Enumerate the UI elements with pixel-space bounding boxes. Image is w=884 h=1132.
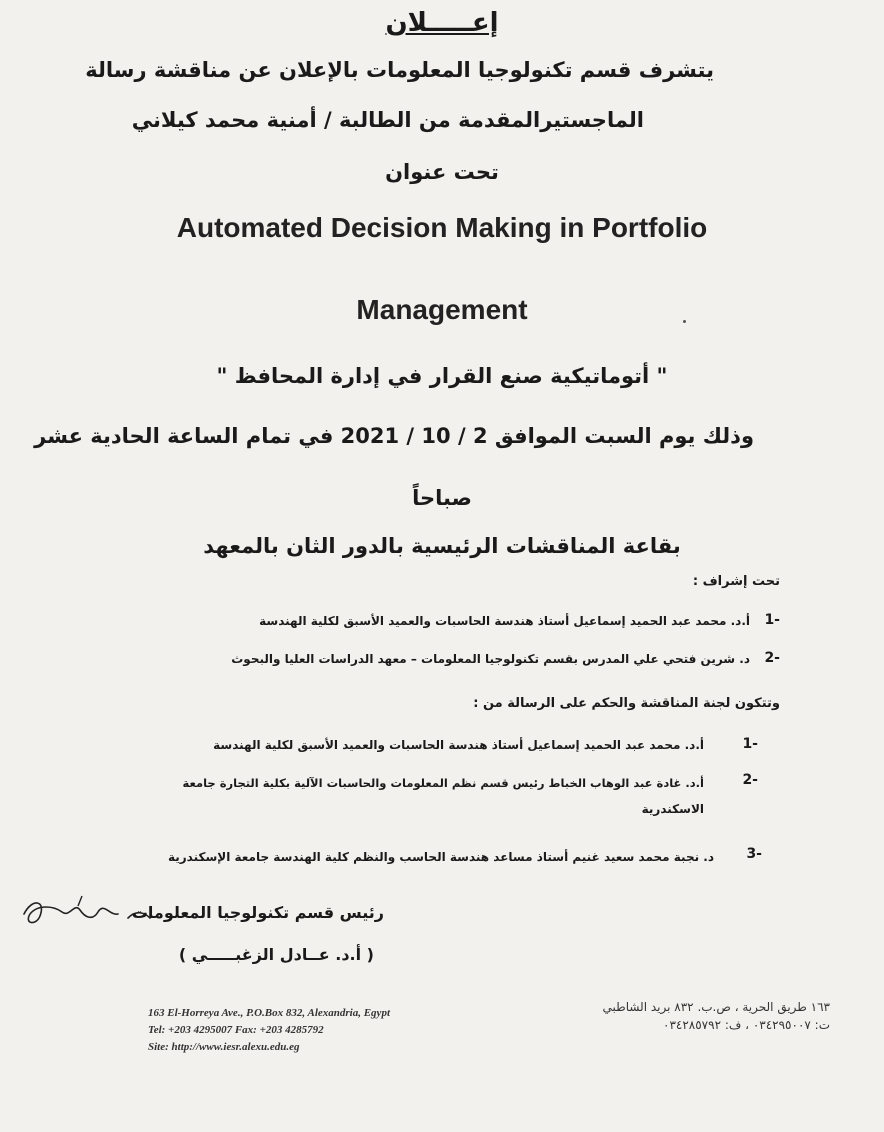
department-head-title: رئيس قسم تكنولوجيا المعلومات: [131, 903, 384, 922]
committee-member-1: أ.د. محمد عبد الحميد إسماعيل أستاذ هندسة الحاسبات والعميد الأسبق لكلية الهندسة: [213, 738, 704, 752]
supervisor-1: أ.د. محمد عبد الحميد إسماعيل أستاذ هندسة الحاسبات والعميد الأسبق لكلية الهندسة: [259, 614, 750, 628]
announcement-title: إعـــــلان: [385, 8, 499, 38]
thesis-title-arabic: " أتوماتيكية صنع القرار في إدارة المحافظ ": [216, 364, 668, 388]
footer-website: Site: http://www.iesr.alexu.edu.eg: [148, 1041, 300, 1053]
supervisor-2-number: 2-: [764, 650, 780, 666]
committee-3-number: 3-: [746, 846, 762, 862]
intro-line-2: الماجستيرالمقدمة من الطالبة / أمنية محمد كيلاني: [131, 108, 644, 132]
footer-address: 163 El-Horreya Ave., P.O.Box 832, Alexandria, Egypt: [148, 1007, 390, 1019]
committee-1-number: 1-: [742, 736, 758, 752]
scan-speck: [683, 320, 686, 323]
footer-arabic: [603, 998, 830, 1034]
intro-line-1: يتشرف قسم تكنولوجيا المعلومات بالإعلان عن مناقشة رسالة: [85, 58, 714, 82]
footer-phone: Tel: +203 4295007 Fax: +203 4285792: [148, 1024, 324, 1036]
thesis-title-english-line-1: Automated Decision Making in Portfolio: [176, 212, 708, 243]
thesis-title-english-line-2: Management: [356, 294, 528, 325]
defense-date: وذلك يوم السبت الموافق 2 / 10 / 2021 في تمام الساعة الحادية عشر: [34, 424, 754, 448]
defense-location: بقاعة المناقشات الرئيسية بالدور الثان بالمعهد: [203, 534, 681, 558]
defense-time-morning: صباحاً: [412, 486, 472, 510]
committee-2-number: 2-: [742, 772, 758, 788]
footer-address-arabic: ١٦٣ طريق الحرية ، ص.ب. ٨٣٢ بريد الشاطبي: [602, 1000, 830, 1014]
footer-english: [148, 1005, 390, 1056]
supervisor-1-number: 1-: [764, 612, 780, 628]
intro-line-3: تحت عنوان: [385, 160, 499, 184]
committee-member-3: د. نجبة محمد سعيد غنيم أستاذ مساعد هندسة الحاسب والنظم كلية الهندسة جامعة الإسكندرية: [167, 850, 714, 864]
committee-member-2: أ.د. غادة عبد الوهاب الخباط رئيس قسم نظم المعلومات والحاسبات الآلية بكلية التجارة جامعة: [182, 776, 704, 790]
committee-label: وتتكون لجنة المناقشة والحكم على الرسالة من :: [473, 696, 780, 711]
footer-phone-arabic: ت: ٠٣٤٢٩٥٠٠٧ ، ف: ٠٣٤٢٨٥٧٩٢: [663, 1018, 830, 1032]
department-head-name: ( أ.د. عــادل الزغبـــــي ): [178, 945, 374, 964]
supervisor-2: د. شرين فتحي علي المدرس بقسم تكنولوجيا المعلومات – معهد الدراسات العليا والبحوث: [231, 652, 750, 666]
supervision-label: تحت إشراف :: [692, 574, 780, 589]
committee-member-2-continued: الاسكندرية: [641, 802, 704, 816]
